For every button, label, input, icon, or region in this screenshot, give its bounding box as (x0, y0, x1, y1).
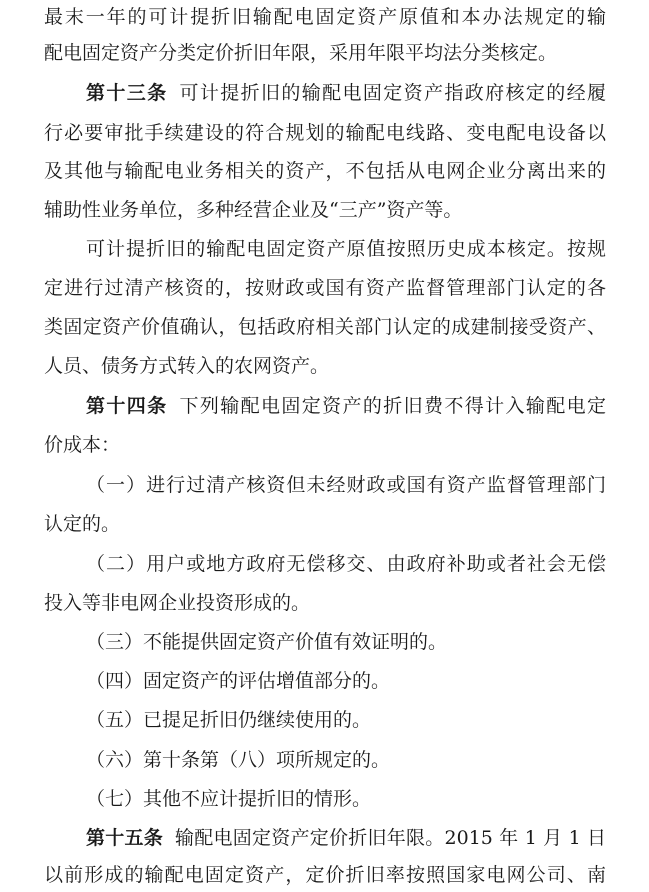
line-text: 辅助性业务单位，多种经营企业及“三产”资产等。 (44, 199, 463, 221)
line-text: 可计提折旧的输配电固定资产指政府核定的经履 (179, 82, 606, 104)
line-text: 人员、债务方式转入的农网资产。 (44, 355, 330, 377)
line-text: 认定的。 (44, 513, 121, 535)
item-5-line (86, 705, 606, 735)
text-line-16 (44, 588, 606, 618)
text-line-4 (44, 118, 606, 148)
text-line-10 (44, 351, 606, 381)
article-15-heading-line (86, 823, 606, 853)
line-text: 下列输配电固定资产的折旧费不得计入输配电定 (179, 395, 606, 417)
text-line-23 (44, 860, 606, 890)
article-14-label: 第十四条 (86, 395, 168, 417)
text-line-7 (86, 234, 606, 264)
text-line-2 (44, 38, 606, 68)
text-line-9 (44, 312, 606, 342)
line-text: （七）其他不应计提折旧的情形。 (86, 788, 372, 810)
line-text: 以前形成的输配电固定资产，定价折旧率按照国家电网公司、南 (44, 864, 606, 886)
text-line-14 (44, 509, 606, 539)
line-text: 价成本： (44, 434, 121, 456)
line-text: 投入等非电网企业投资形成的。 (44, 592, 311, 614)
line-text: 可计提折旧的输配电固定资产原值按照历史成本核定。按规 (86, 238, 606, 260)
item-7-line (86, 784, 606, 814)
text-line-6 (44, 195, 606, 225)
item-4-line (86, 666, 606, 696)
line-text: 输配电固定资产定价折旧年限。2015 年 1 月 1 日 (175, 827, 606, 849)
article-14-heading-line (86, 391, 606, 421)
line-text: 行必要审批手续建设的符合规划的输配电线路、变电配电设备以 (44, 122, 606, 144)
item-6-line (86, 745, 606, 775)
line-text: （五）已提足折旧仍继续使用的。 (86, 709, 372, 731)
line-text: 及其他与输配电业务相关的资产，不包括从电网企业分离出来的 (44, 160, 606, 182)
item-3-line (86, 627, 606, 657)
text-line-1 (44, 2, 606, 32)
line-text: （三）不能提供固定资产价值有效证明的。 (86, 631, 448, 653)
item-1-line (86, 470, 606, 500)
article-13-label: 第十三条 (86, 82, 168, 104)
line-text: （四）固定资产的评估增值部分的。 (86, 670, 391, 692)
line-text: 类固定资产价值确认，包括政府相关部门认定的成建制接受资产、 (44, 316, 606, 338)
article-13-heading-line (86, 78, 606, 108)
text-line-12 (44, 430, 606, 460)
line-text: 最末一年的可计提折旧输配电固定资产原值和本办法规定的输 (44, 6, 606, 28)
article-15-label: 第十五条 (86, 827, 164, 849)
text-line-5 (44, 156, 606, 186)
line-text: 配电固定资产分类定价折旧年限，采用年限平均法分类核定。 (44, 42, 558, 64)
line-text: （六）第十条第（八）项所规定的。 (86, 749, 391, 771)
line-text: 定进行过清产核资的，按财政或国有资产监督管理部门认定的各 (44, 277, 606, 299)
item-2-line (86, 549, 606, 579)
text-line-8 (44, 273, 606, 303)
line-text: （一）进行过清产核资但未经财政或国有资产监督管理部门 (86, 474, 606, 496)
line-text: （二）用户或地方政府无偿移交、由政府补助或者社会无偿 (86, 553, 606, 575)
